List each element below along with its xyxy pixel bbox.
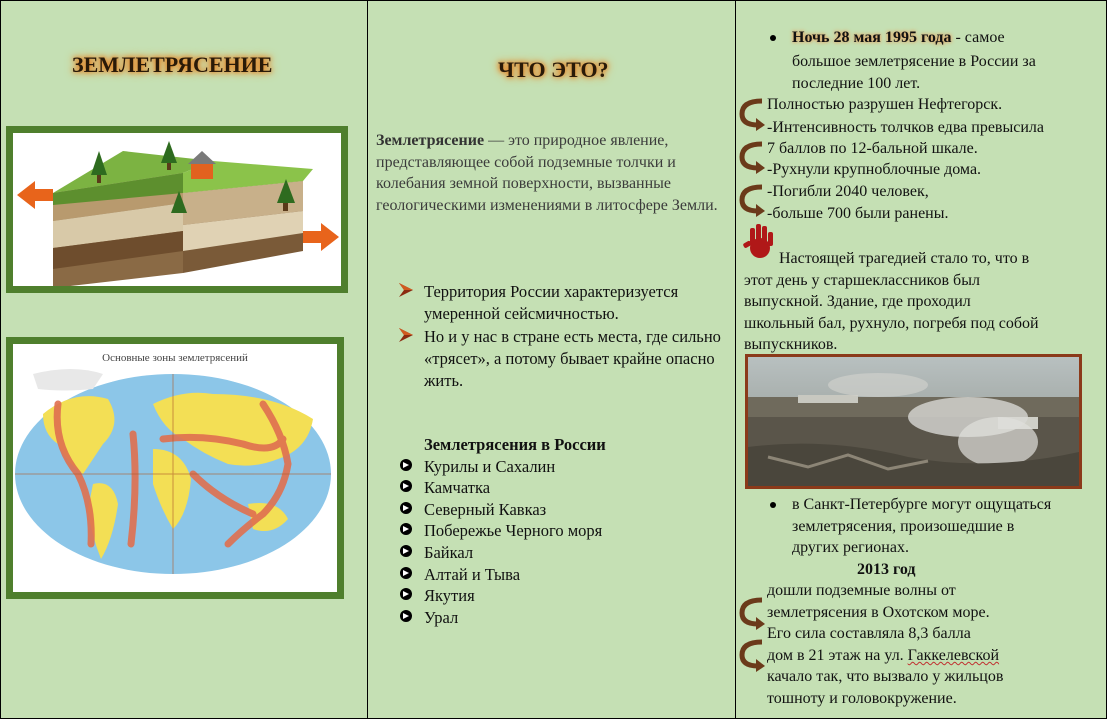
title-what-is-it: ЧТО ЭТО?	[498, 57, 609, 82]
handprint-icon	[742, 222, 778, 262]
ruins-photo-graphic	[748, 357, 1079, 486]
circle-arrow-bullet-icon	[398, 585, 414, 607]
tragedy-line-4: школьный бал, рухнуло, погребя под собой	[744, 315, 1039, 332]
list-item: Алтай и Тыва	[398, 564, 730, 586]
tragedy-line-1: Настоящей трагедией стало то, что в	[779, 250, 1030, 267]
earthquake-zones-map	[6, 337, 344, 599]
arrowhead-bullet-icon	[398, 326, 414, 348]
list-item: Северный Кавказ	[398, 499, 730, 521]
world-map-graphic	[13, 344, 337, 592]
tragedy-line-5: выпускников.	[744, 336, 838, 353]
intensity-line-1: -Интенсивность толчков едва превысила	[767, 119, 1044, 136]
curved-arrow-icon	[738, 140, 766, 174]
list-item: Территория России характеризуется умеренной сейсмичностью.	[398, 281, 730, 325]
neftegorsk-line: Полностью разрушен Нефтегорск.	[767, 96, 1003, 113]
event-1995-line-3: последние 100 лет.	[792, 75, 921, 92]
regions-list	[398, 434, 730, 628]
definition-paragraph	[376, 130, 732, 216]
event-1995-line-2: большое землетрясение в России за	[792, 53, 1036, 70]
tragedy-line-3: выпускной. Здание, где проходил	[744, 293, 971, 310]
neftegorsk-ruins-photo	[745, 354, 1082, 489]
year-2013-line-5: качало так, что вызвало у жильцов	[767, 668, 1004, 685]
circle-arrow-bullet-icon	[398, 607, 414, 629]
circle-arrow-bullet-icon	[398, 499, 414, 521]
list-item: Камчатка	[398, 477, 730, 499]
curved-arrow-icon	[738, 97, 766, 131]
injured-line: -больше 700 были ранены.	[767, 205, 949, 222]
spb-line-1: в Санкт-Петербурге могут ощущаться	[792, 496, 1052, 513]
year-2013-line-4: дом в 21 этаж на ул. Гаккелевской	[767, 647, 1000, 664]
intensity-line-2: 7 баллов по 12-бальной шкале.	[767, 140, 978, 157]
tragedy-line-2: этот день у старшеклассников был	[744, 272, 980, 289]
circle-arrow-bullet-icon	[398, 520, 414, 542]
list-item: Якутия	[398, 585, 730, 607]
year-2013-line-1: дошли подземные волны от	[767, 582, 956, 599]
list-item: Байкал	[398, 542, 730, 564]
list-item: Побережье Черного моря	[398, 520, 730, 542]
spb-line-3: других регионах.	[792, 539, 909, 556]
event-1995-line-1: Ночь 28 мая 1995 года - самое	[792, 29, 1005, 46]
circle-arrow-bullet-icon	[398, 456, 414, 478]
year-2013-line-6: тошноту и головокружение.	[767, 690, 957, 707]
tectonic-illustration	[6, 126, 348, 293]
bullet-dot-icon	[770, 502, 776, 508]
definition-text: — это природное явление, представляющее собой подземные толчки и колебания земной поверхности, вызванные геологическими изменениями в литосфере Земли.	[376, 132, 718, 214]
column-middle	[367, 0, 736, 719]
bullet-dot-icon	[770, 35, 776, 41]
year-2013-heading: 2013 год	[857, 561, 916, 578]
circle-arrow-bullet-icon	[398, 542, 414, 564]
column-left	[0, 0, 367, 719]
curved-arrow-icon	[738, 638, 766, 672]
column-right	[735, 0, 1107, 719]
curved-arrow-icon	[738, 183, 766, 217]
regions-heading: Землетрясения в России	[424, 435, 606, 454]
circle-arrow-bullet-icon	[398, 477, 414, 499]
list-item: Курилы и Сахалин	[398, 456, 730, 478]
arrowhead-bullet-icon	[398, 281, 414, 303]
spb-line-2: землетрясения, произошедшие в	[792, 518, 1015, 535]
collapse-line: -Рухнули крупноблочные дома.	[767, 161, 982, 178]
definition-term: Землетрясение	[376, 132, 485, 149]
map-caption: Основные зоны землетрясений	[102, 352, 248, 364]
year-2013-line-2: землетрясения в Охотском море.	[767, 604, 990, 621]
russia-points-list	[398, 281, 730, 392]
title-earthquake: ЗЕМЛЕТРЯСЕНИЕ	[72, 52, 273, 77]
curved-arrow-icon	[738, 596, 766, 630]
deaths-line: -Погибли 2040 человек,	[767, 183, 929, 200]
circle-arrow-bullet-icon	[398, 564, 414, 586]
tectonic-block-graphic	[13, 133, 341, 286]
list-item: Урал	[398, 607, 730, 629]
year-2013-line-3: Его сила составляла 8,3 балла	[767, 625, 971, 642]
list-item: Но и у нас в стране есть места, где сильно «трясет», а потому бывает крайне опасно жить.	[398, 326, 730, 392]
